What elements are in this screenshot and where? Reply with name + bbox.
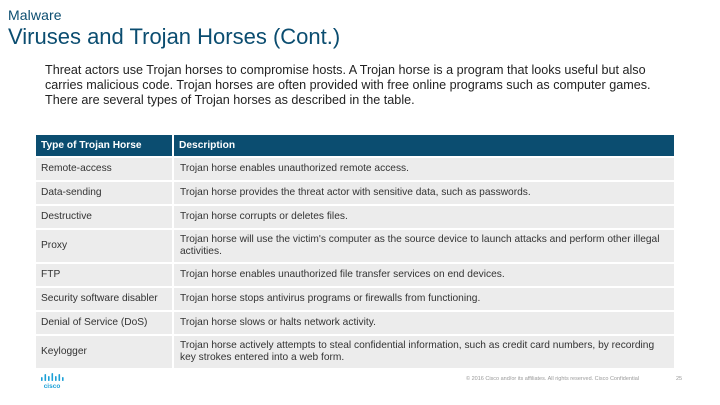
table-row xyxy=(36,230,674,262)
table-row xyxy=(36,206,674,228)
table-row xyxy=(36,264,674,286)
table-row xyxy=(36,182,674,204)
table-row xyxy=(36,312,674,334)
row-description: Trojan horse enables unauthorized file transfer services on end devices. xyxy=(174,264,674,286)
cisco-logo-icon xyxy=(40,373,70,389)
row-type: Security software disabler xyxy=(36,288,172,310)
row-type: Proxy xyxy=(36,230,172,262)
row-description: Trojan horse provides the threat actor with sensitive data, such as passwords. xyxy=(174,182,674,204)
row-type: Data-sending xyxy=(36,182,172,204)
footer-copyright: © 2016 Cisco and/or its affiliates. All rights reserved. Cisco Confidential xyxy=(466,376,640,382)
row-description: Trojan horse enables unauthorized remote access. xyxy=(174,158,674,180)
trojan-horse-table xyxy=(36,133,674,370)
slide-title: Viruses and Trojan Horses (Cont.) xyxy=(8,24,341,49)
row-type: Keylogger xyxy=(36,336,172,368)
row-description: Trojan horse stops antivirus programs or firewalls from functioning. xyxy=(174,288,674,310)
table-header-row xyxy=(36,135,674,156)
table-row xyxy=(36,158,674,180)
row-description: Trojan horse will use the victim's computer as the source device to launch attacks and perform other illegal activities. xyxy=(174,230,674,262)
row-type: FTP xyxy=(36,264,172,286)
page-number: 25 xyxy=(676,376,683,382)
table-row xyxy=(36,336,674,368)
row-description: Trojan horse corrupts or deletes files. xyxy=(174,206,674,228)
section-label: Malware xyxy=(8,7,62,23)
header-type: Type of Trojan Horse xyxy=(36,135,172,156)
cisco-logo-text: cisco xyxy=(43,383,61,389)
row-description: Trojan horse slows or halts network activity. xyxy=(174,312,674,334)
intro-paragraph: Threat actors use Trojan horses to compromise hosts. A Trojan horse is a program that looks useful but also carries malicious code. Trojan horses are often provided with free online programs such as computer games. There are several types of Trojan horses as described in the table. xyxy=(45,63,651,107)
row-type: Remote-access xyxy=(36,158,172,180)
row-description: Trojan horse actively attempts to steal confidential information, such as credit card numbers, by recording key strokes entered into a web form. xyxy=(174,336,674,368)
row-type: Denial of Service (DoS) xyxy=(36,312,172,334)
header-description: Description xyxy=(174,135,674,156)
row-type: Destructive xyxy=(36,206,172,228)
table-row xyxy=(36,288,674,310)
